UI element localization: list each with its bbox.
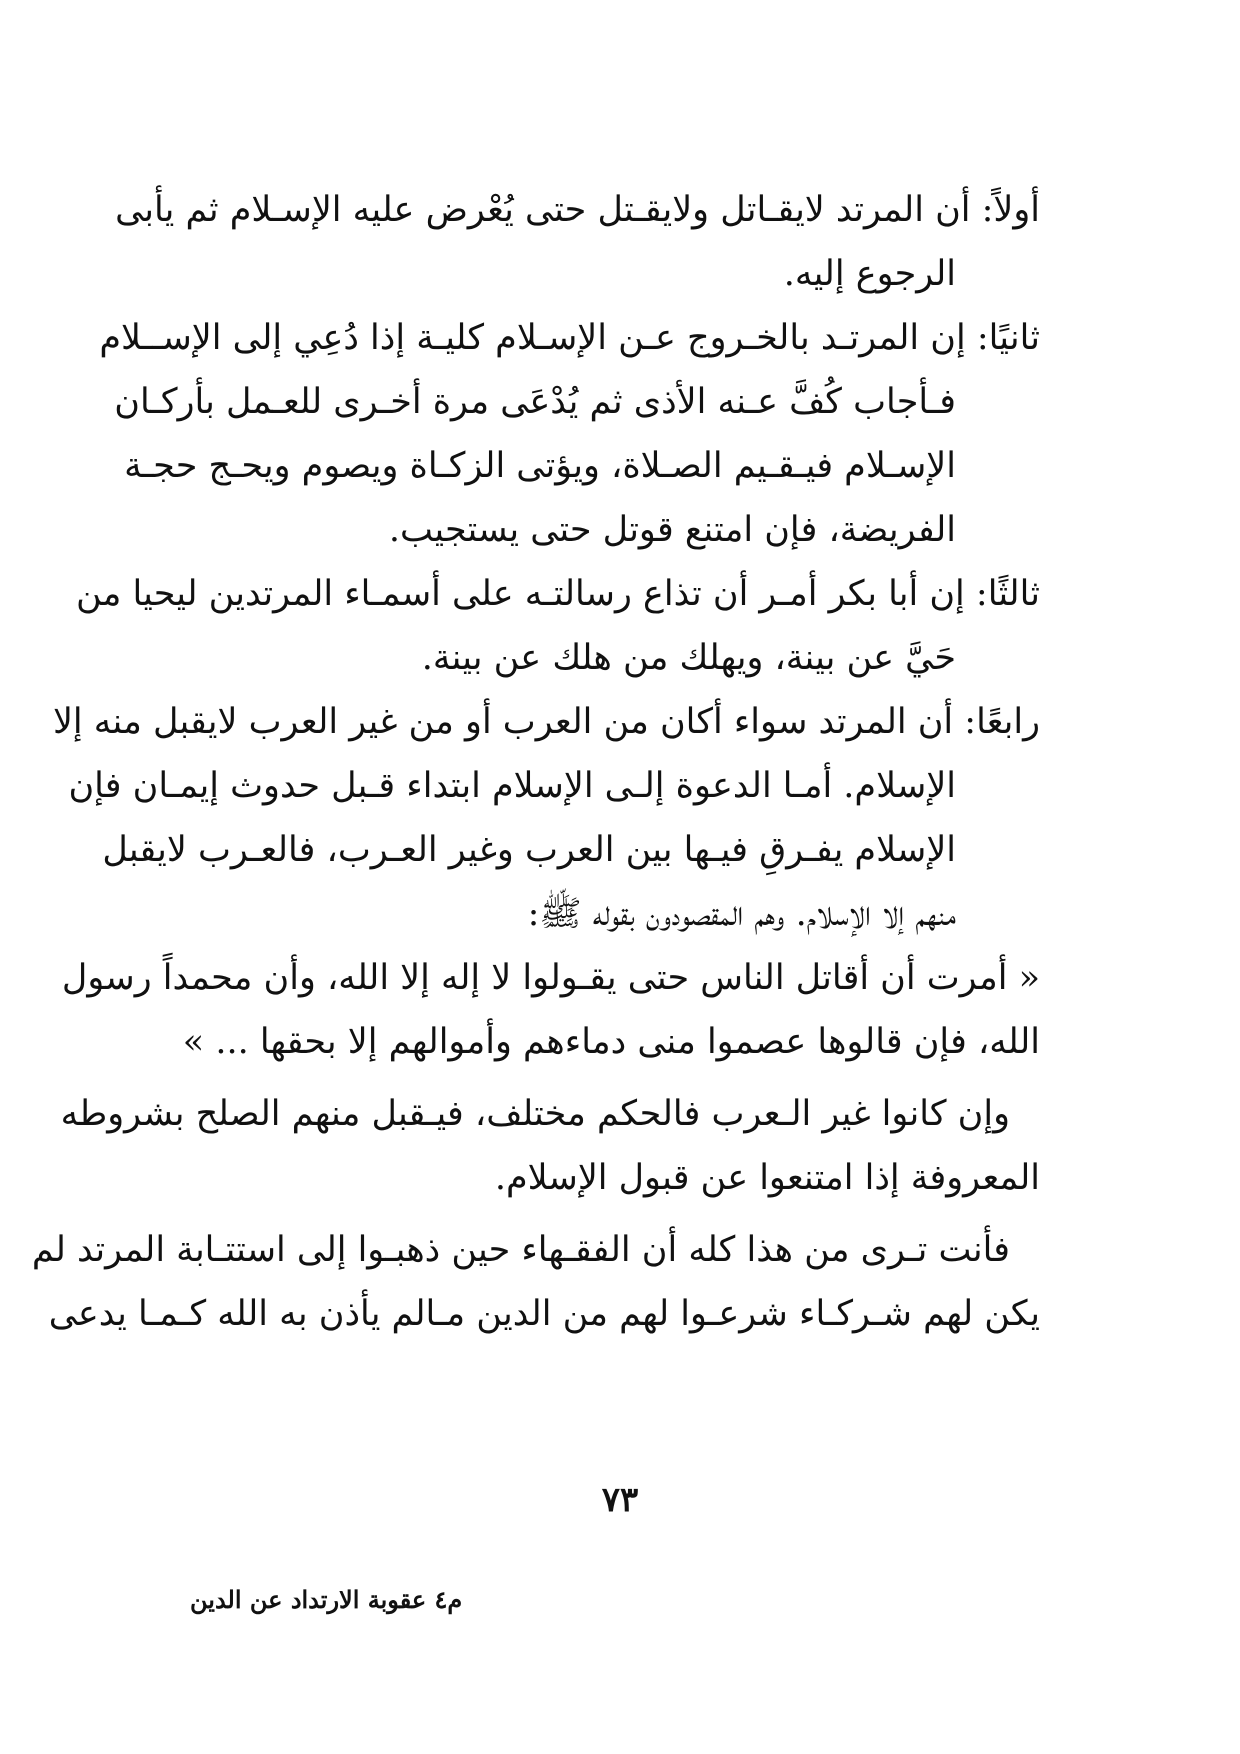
paragraph-first-line: ثانيًا: إن المرتـد بالخـروج عـن الإسـلام كليـة إذا دُعِي إلى الإســلام [99, 318, 1040, 358]
paragraph-continuation-line: الإسلام يفـرقِ فيـها بين العرب وغير العـرب، فالعـرب لايقبل [102, 830, 956, 870]
paragraph-first-line: فأنت تـرى من هذا كله أن الفقـهاء حين ذهبـوا إلى استتـابة المرتد لم [31, 1230, 1010, 1270]
paragraph-continuation-line: منهم إلا الإسلام. وهم المقصودون بقوله ﷺ: [527, 894, 956, 934]
paragraph-continuation-line: فـأجاب كُفَّ عـنه الأذى ثم يُدْعَى مرة أخـرى للعـمل بأركـان [114, 382, 956, 422]
paragraph-first-line: رابعًا: أن المرتد سواء أكان من العرب أو من غير العرب لايقبل منه إلا [52, 702, 1040, 742]
paragraph-continuation-line: حَيَّ عن بينة، ويهلك من هلك عن بينة. [421, 638, 956, 678]
page-number: ٧٣ [601, 1480, 639, 1520]
paragraph-continuation-line: يكن لهم شـركـاء شرعـوا لهم من الدين مـالم يأذن به الله كـمـا يدعى [48, 1294, 1040, 1334]
paragraph-continuation-line: الرجوع إليه. [783, 254, 956, 294]
hadith-quote-line: « أمرت أن أقاتل الناس حتى يقـولوا لا إله إلا الله، وأن محمداً رسول [61, 958, 1040, 998]
paragraph-continuation-line: الإسـلام فيـقـيم الصـلاة، ويؤتى الزكـاة ويصوم ويحـج حجـة [124, 446, 956, 486]
paragraph-first-line: أولاً: أن المرتد لايقـاتل ولايقـتل حتى يُعْرض عليه الإسـلام ثم يأبى [115, 190, 1040, 230]
paragraph-continuation-line: المعروفة إذا امتنعوا عن قبول الإسلام. [494, 1158, 1040, 1198]
body-text [31, 178, 1040, 1346]
paragraph-continuation-line: الفريضة، فإن امتنع قوتل حتى يستجيب. [388, 510, 956, 550]
paragraph-first-line: ثالثًا: إن أبا بكر أمـر أن تذاع رسالتـه على أسمـاء المرتدين ليحيا من [75, 574, 1040, 614]
paragraph-first-line: وإن كانوا غير الـعرب فالحكم مختلف، فيـقبل منهم الصلح بشروطه [60, 1094, 1010, 1134]
footer-signature: م٤ عقوبة الارتداد عن الدين [190, 1585, 463, 1614]
hadith-quote-line: الله، فإن قالوها عصموا منى دماءهم وأموالهم إلا بحقها ... » [182, 1022, 1040, 1062]
paragraph-continuation-line: الإسلام. أمـا الدعوة إلـى الإسلام ابتداء قـبل حدوث إيمـان فإن [68, 766, 956, 806]
